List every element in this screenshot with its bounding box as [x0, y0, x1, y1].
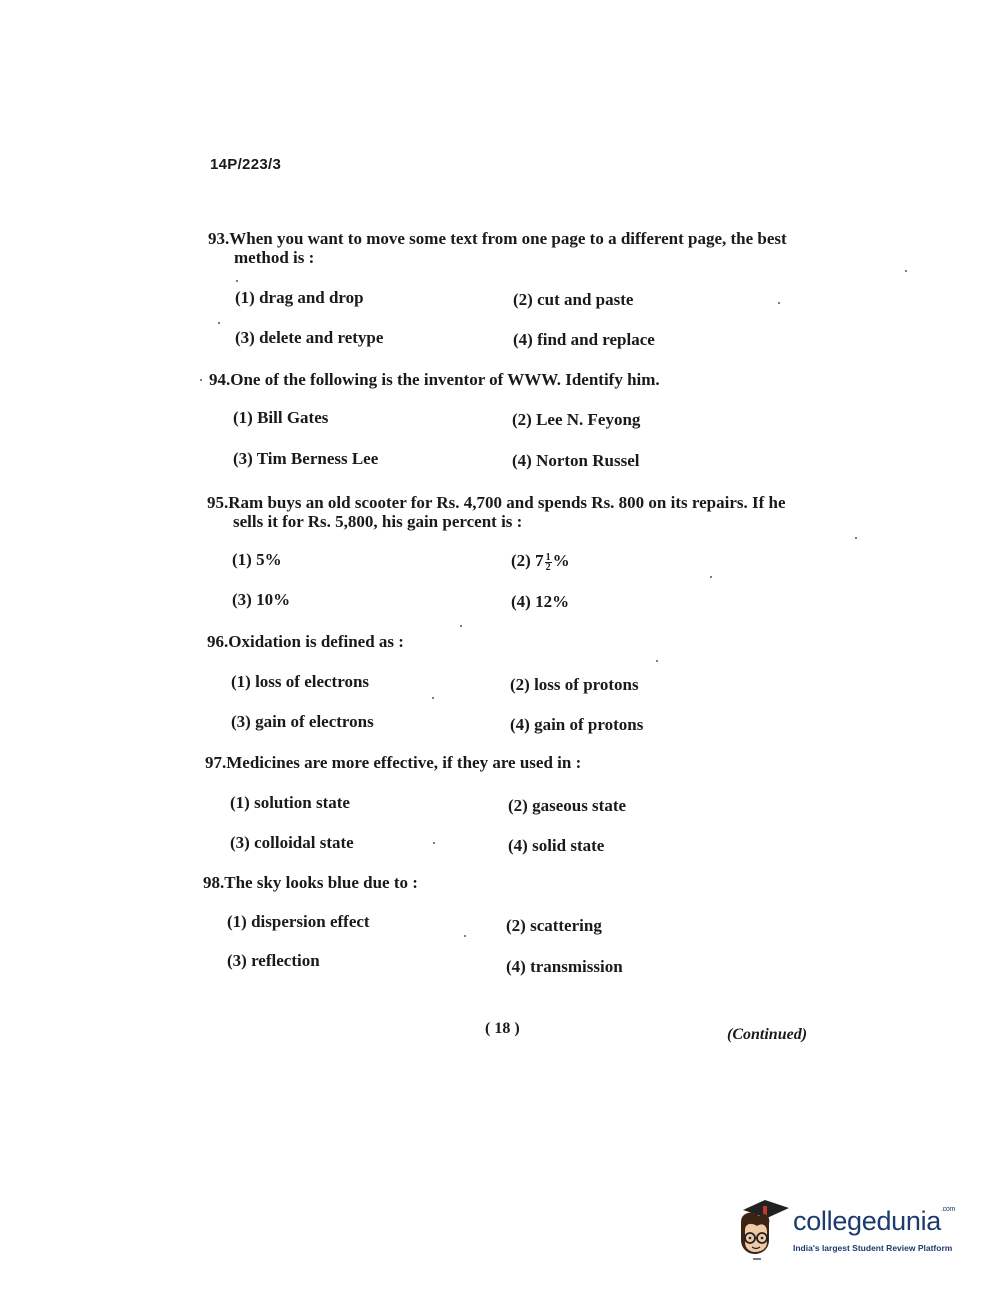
question-text-line1: The sky looks blue due to :	[224, 873, 418, 892]
question-text-line1: Ram buys an old scooter for Rs. 4,700 and spends Rs. 800 on its repairs. If he	[228, 493, 786, 512]
question-96-option-3: (3) gain of electrons	[231, 712, 374, 731]
continued-label: (Continued)	[727, 1026, 808, 1043]
question-93-stem	[208, 229, 828, 267]
question-text-line2: method is :	[234, 248, 315, 267]
scan-speck	[432, 697, 434, 699]
question-number: 94.	[209, 370, 231, 389]
question-number: 95.	[207, 493, 229, 512]
question-98-stem	[203, 873, 823, 892]
scan-speck	[710, 576, 712, 578]
question-text-line1: When you want to move some text from one page to a different page, the best	[229, 229, 787, 248]
question-96-stem	[207, 632, 827, 651]
question-96-option-4: (4) gain of protons	[510, 715, 644, 734]
question-98-option-3: (3) reflection	[227, 951, 320, 970]
page-number: ( 18 )	[485, 1020, 520, 1037]
logo-suffix: .com	[941, 1206, 956, 1213]
scan-speck	[218, 322, 220, 324]
question-97-option-2: (2) gaseous state	[508, 796, 627, 815]
question-text-line1: Oxidation is defined as :	[228, 632, 404, 651]
question-number: 98.	[203, 873, 225, 892]
scan-speck	[656, 660, 658, 662]
question-98-option-4: (4) transmission	[506, 957, 623, 976]
question-94-stem	[209, 370, 829, 389]
scan-speck	[464, 935, 466, 937]
scan-speck	[905, 270, 907, 272]
collegedunia-logo	[735, 1196, 965, 1266]
scan-speck	[460, 625, 462, 627]
question-number: 97.	[205, 753, 227, 772]
question-93-option-1: (1) drag and drop	[235, 288, 364, 307]
percent-sign: %	[552, 551, 570, 570]
question-number: 93.	[208, 229, 230, 248]
question-97-option-4: (4) solid state	[508, 836, 605, 855]
question-text-line1: Medicines are more effective, if they are used in :	[226, 753, 582, 772]
question-93-option-4: (4) find and replace	[513, 330, 655, 349]
scan-speck	[236, 280, 238, 282]
question-95-option-4: (4) 12%	[511, 592, 570, 611]
question-97-option-3: (3) colloidal state	[230, 833, 354, 852]
option-text: (2) 7	[511, 551, 544, 570]
question-98-option-2: (2) scattering	[506, 916, 602, 935]
question-98-option-1: (1) dispersion effect	[227, 912, 370, 931]
scan-speck	[855, 537, 857, 539]
logo-wordmark: collegedunia$^{.com}$	[793, 1206, 956, 1236]
question-93-option-3: (3) delete and retype	[235, 328, 384, 347]
question-96-option-2: (2) loss of protons	[510, 675, 639, 694]
question-96-option-1: (1) loss of electrons	[231, 672, 370, 691]
question-94-option-4: (4) Norton Russel	[512, 451, 640, 470]
question-95-option-1: (1) 5%	[232, 550, 282, 569]
question-97-stem	[205, 753, 825, 772]
question-94-option-2: (2) Lee N. Feyong	[512, 410, 641, 429]
question-number: 96.	[207, 632, 229, 651]
question-94-option-1: (1) Bill Gates	[233, 408, 329, 427]
scan-speck	[778, 302, 780, 304]
logo-tagline: India's largest Student Review Platform	[793, 1243, 953, 1253]
scan-speck	[200, 379, 202, 381]
question-94-option-3: (3) Tim Berness Lee	[233, 449, 379, 468]
question-93-option-2: (2) cut and paste	[513, 290, 634, 309]
question-text-line1: One of the following is the inventor of WWW. Identify him.	[230, 370, 660, 389]
paper-code: 14P/223/3	[210, 156, 282, 173]
question-95-option-3: (3) 10%	[232, 590, 291, 609]
fraction-one-half: $\frac{1}{2}$	[545, 551, 551, 573]
question-97-option-1: (1) solution state	[230, 793, 350, 812]
scan-speck	[433, 842, 435, 844]
question-95-option-2	[511, 551, 570, 572]
mascot-icon	[735, 1196, 795, 1262]
question-text-line2: sells it for Rs. 5,800, his gain percent is :	[233, 512, 523, 531]
question-95-stem	[207, 493, 837, 531]
